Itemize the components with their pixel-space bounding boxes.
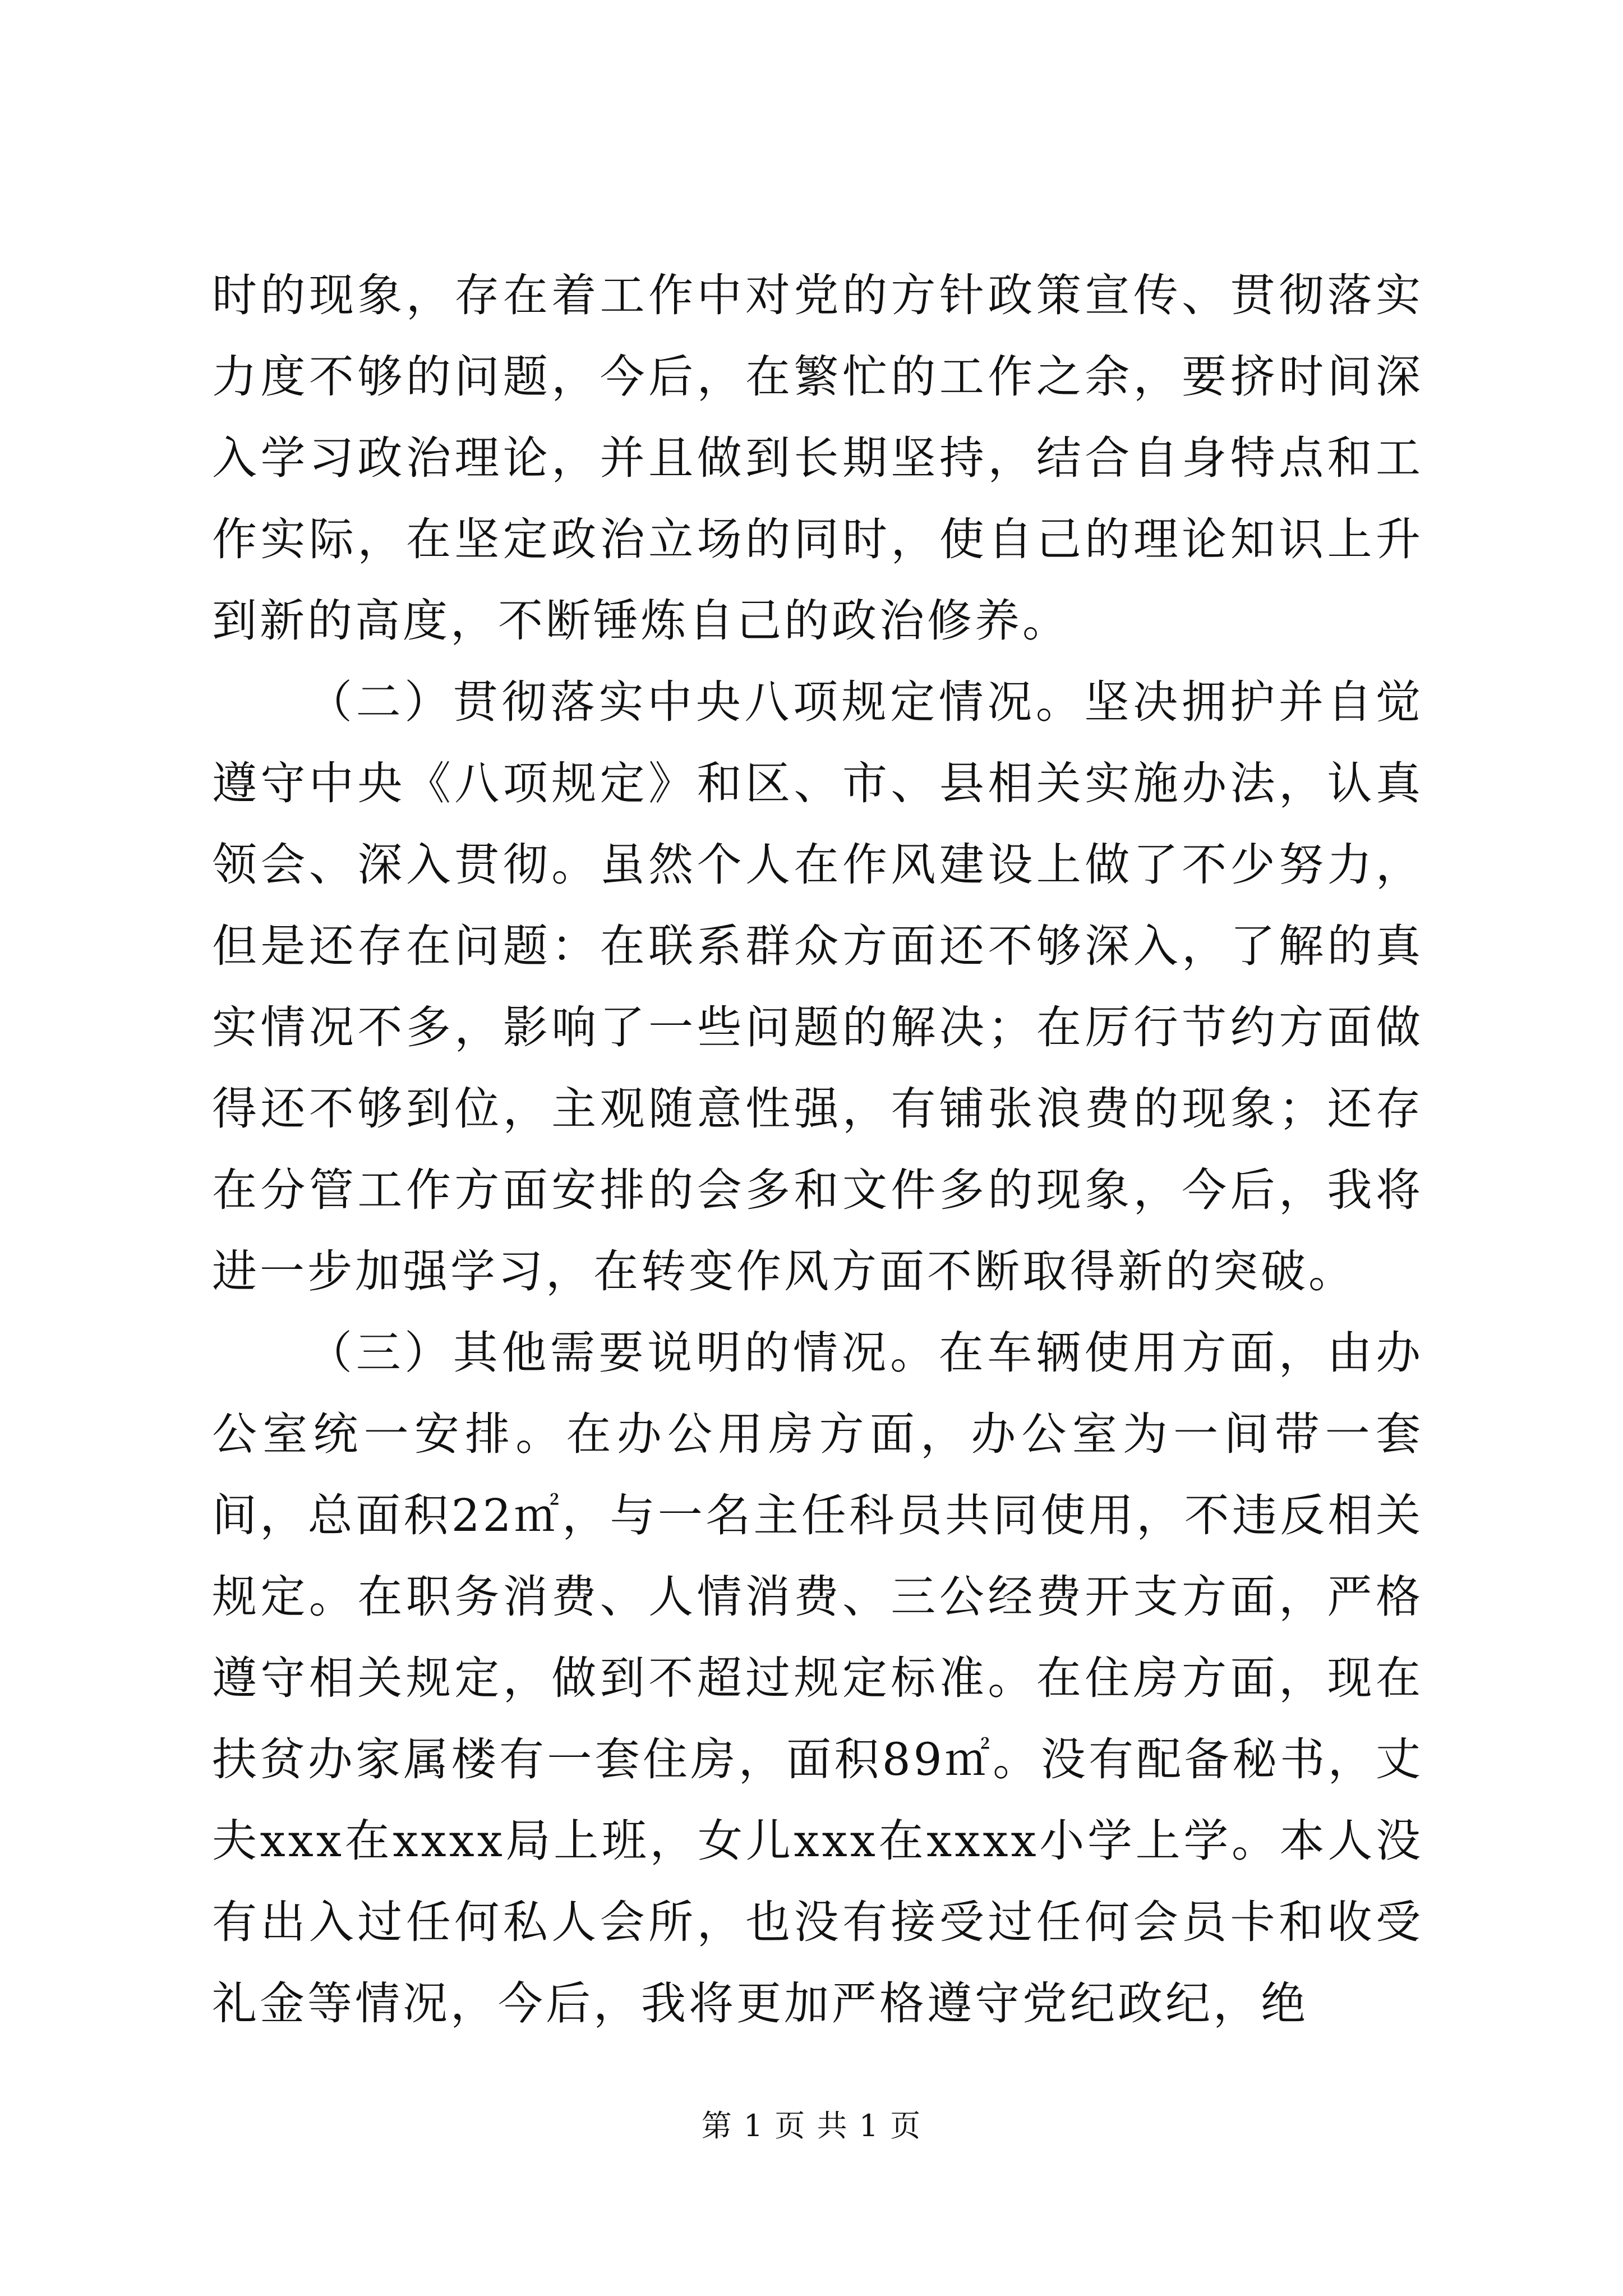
paragraph-3: （三）其他需要说明的情况。在车辆使用方面，由办公室统一安排。在办公用房方面，办公室为一间带一套间，总面积22㎡，与一名主任科员共同使用，不违反相关规定。在职务消费、人情消费、三公经费开支方面，严格遵守相关规定，做到不超过规定标准。在住房方面，现在扶贫办家属楼有一套住房，面积89㎡。没有配备秘书，丈夫xxx在xxxx局上班，女儿xxx在xxxx小学上学。本人没有出入过任何私人会所，也没有接受过任何会员卡和收受礼金等情况，今后，我将更加严格遵守党纪政纪，绝 — [212, 1327, 1423, 2030]
document-body — [212, 255, 1423, 2044]
paragraph-1: 时的现象，存在着工作中对党的方针政策宣传、贯彻落实力度不够的问题，今后，在繁忙的工作之余，要挤时间深入学习政治理论，并且做到长期坚持，结合自身特点和工作实际，在坚定政治立场的同时，使自己的理论知识上升到新的高度，不断锤炼自己的政治修养。 — [212, 269, 1423, 647]
page-footer: 第 1 页 共 1 页 — [701, 2108, 922, 2143]
paragraph-2: （二）贯彻落实中央八项规定情况。坚决拥护并自觉遵守中央《八项规定》和区、市、县相关实施办法，认真领会、深入贯彻。虽然个人在作风建设上做了不少努力，但是还存在问题：在联系群众方面还不够深入，了解的真实情况不多，影响了一些问题的解决；在厉行节约方面做得还不够到位，主观随意性强，有铺张浪费的现象；还存在分管工作方面安排的会多和文件多的现象，今后，我将进一步加强学习，在转变作风方面不断取得新的突破。 — [212, 676, 1423, 1297]
